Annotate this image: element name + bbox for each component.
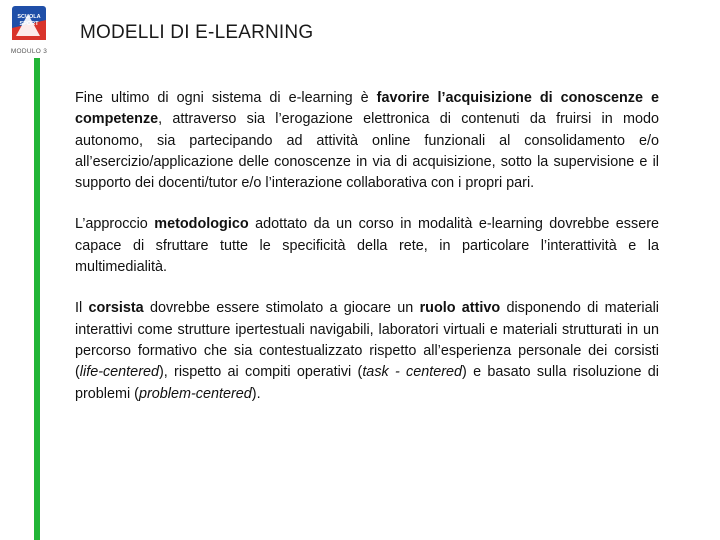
bold-phrase: ruolo attivo	[419, 300, 501, 317]
paragraph	[75, 298, 659, 404]
bold-phrase: favorire l’acquisizione di conoscenze e competenze	[75, 90, 660, 128]
italic-phrase: task - centered	[362, 364, 463, 381]
text-segment: L’approccio	[75, 216, 155, 233]
italic-phrase: life-centered	[79, 364, 159, 381]
logo-text-2: SPORT	[19, 21, 39, 27]
page-title: MODELLI DI E-LEARNING	[80, 22, 314, 43]
bold-phrase: metodologico	[154, 216, 249, 233]
scuola-sport-logo	[12, 6, 46, 40]
text-segment: ) e basato sulla risoluzione di problemi (	[75, 364, 659, 402]
paragraph	[75, 88, 659, 194]
bold-phrase: corsista	[88, 300, 144, 317]
paragraph	[75, 214, 659, 278]
content-area	[75, 88, 659, 425]
text-segment: adottato da un corso in modalità e-learning dovrebbe essere capace di sfruttare tutte le specificità della rete, in particolare l’interattività e la multimedialità.	[75, 216, 659, 276]
italic-phrase: problem-centered	[138, 385, 252, 402]
logo-text-1: SCUOLA	[17, 14, 41, 20]
text-segment: ), rispetto ai compiti operativi (	[159, 364, 363, 381]
text-segment: , attraverso sia l’erogazione elettronica di contenuti da fruirsi in modo autonomo, sia partecipando ad attività online funzionali al consolidamento e/o all’esercizio/applicazione delle conoscenze in via di acquisizione, sotto la supervisione e il supporto dei docenti/tutor e/o l’interazione collaborativa con i propri pari.	[75, 111, 659, 192]
text-segment: ).	[251, 385, 261, 402]
text-segment: Il	[75, 300, 89, 317]
module-label: MODULO 3	[10, 48, 48, 55]
text-segment: dovrebbe essere stimolato a giocare un	[143, 300, 420, 317]
accent-bar	[34, 58, 40, 540]
text-segment: disponendo di materiali interattivi come strutture ipertestuali navigabili, laboratori virtuali e materiali strutturati in un percorso formativo che sia contestualizzato rispetto all’esperienza personale dei corsisti (	[75, 300, 659, 381]
text-segment: Fine ultimo di ogni sistema di e-learning è	[75, 90, 377, 106]
